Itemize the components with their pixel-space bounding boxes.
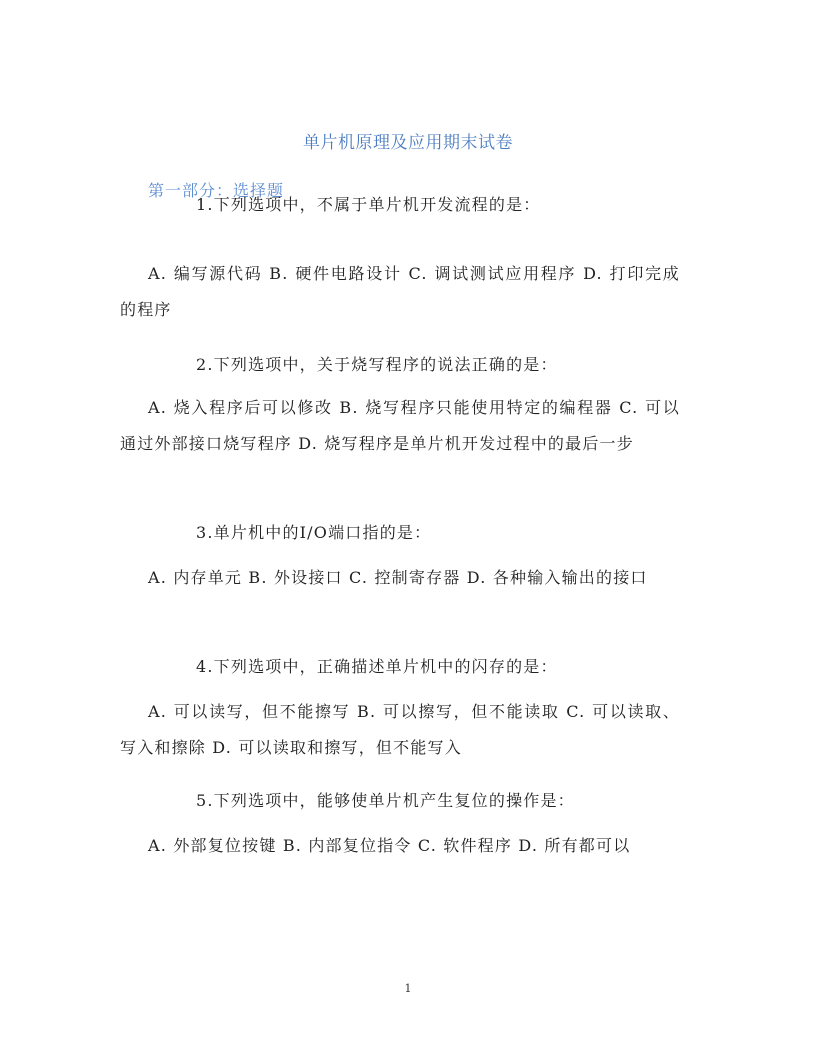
question-2-stem: 2.下列选项中，关于烧写程序的说法正确的是： <box>196 355 558 374</box>
page-title: 单片机原理及应用期末试卷 <box>303 133 513 153</box>
page-number: 1 <box>404 982 412 995</box>
question-5-stem: 5.下列选项中，能够使单片机产生复位的操作是： <box>196 791 575 810</box>
question-4-stem: 4.下列选项中，正确描述单片机中的闪存的是： <box>196 657 558 676</box>
question-1-options: A. 编写源代码 B. 硬件电路设计 C. 调试测试应用程序 D. 打印完成的程序 <box>120 264 680 319</box>
question-4-options: A. 可以读写，但不能擦写 B. 可以擦写，但不能读取 C. 可以读取、写入和擦除 D. 可以读取和擦写，但不能写入 <box>120 702 680 757</box>
question-3-stem: 3.单片机中的I/O端口指的是： <box>196 523 432 542</box>
question-5-options: A. 外部复位按键 B. 内部复位指令 C. 软件程序 D. 所有都可以 <box>148 836 631 855</box>
question-1-stem: 1.下列选项中，不属于单片机开发流程的是： <box>196 195 541 214</box>
question-2-options: A. 烧入程序后可以修改 B. 烧写程序只能使用特定的编程器 C. 可以通过外部接口烧写程序 D. 烧写程序是单片机开发过程中的最后一步 <box>120 398 680 453</box>
question-3-options: A. 内存单元 B. 外设接口 C. 控制寄存器 D. 各种输入输出的接口 <box>148 568 648 587</box>
section-heading: 第一部分：选择题 <box>148 181 285 200</box>
